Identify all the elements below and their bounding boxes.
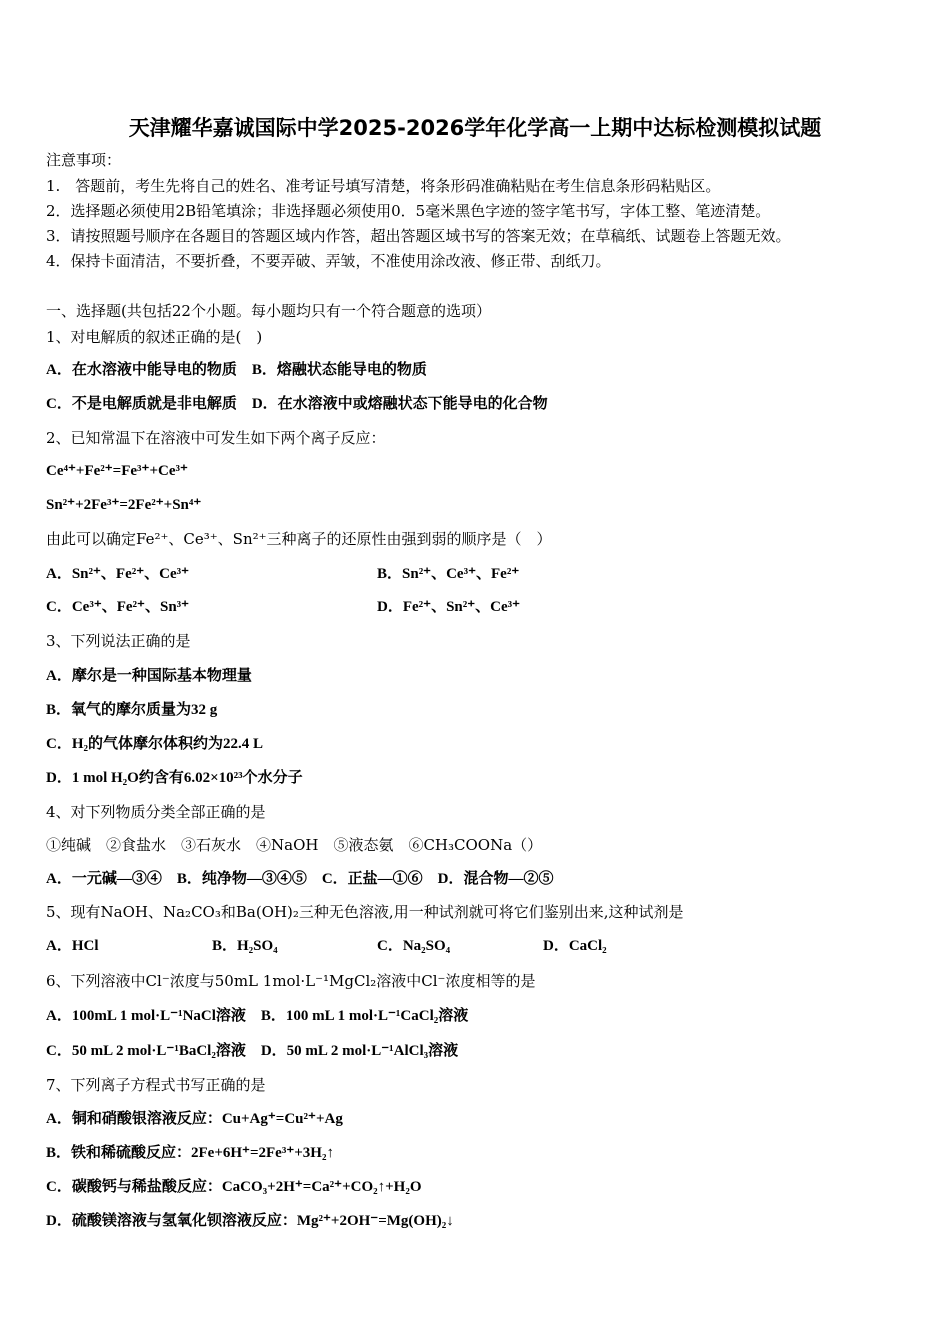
question-7-option-b: B．铁和稀硫酸反应：2Fe+6H⁺=2Fe³⁺+3H₂↑ bbox=[46, 1145, 334, 1161]
question-4-options: A．一元碱—③④ B．纯净物—③④⑤ C．正盐—①⑥ D．混合物—②⑤ bbox=[46, 871, 554, 887]
question-4-stem: 4、对下列物质分类全部正确的是 bbox=[46, 803, 266, 821]
question-5-option-c: C．Na₂SO₄ bbox=[377, 938, 451, 954]
notice-item: 2．选择题必须使用2B铅笔填涂；非选择题必须使用0．5毫米黑色字迹的签字笔书写，字体工整、笔迹清楚。 bbox=[46, 202, 771, 220]
question-2-stem: 2、已知常温下在溶液中可发生如下两个离子反应： bbox=[46, 429, 386, 447]
question-1-stem: 1、对电解质的叙述正确的是( ) bbox=[46, 328, 263, 346]
question-5-option-a: A．HCl bbox=[46, 938, 99, 954]
question-3-option-d: D．1 mol H₂O约含有6.02×10²³个水分子 bbox=[46, 770, 303, 786]
question-3-option-c: C．H₂的气体摩尔体积约为22.4 L bbox=[46, 736, 264, 752]
question-5-option-b: B．H₂SO₄ bbox=[212, 938, 278, 954]
question-2-equation: Sn²⁺+2Fe³⁺=2Fe²⁺+Sn⁴⁺ bbox=[46, 497, 202, 513]
question-7-option-a: A．铜和硝酸银溶液反应：Cu+Ag⁺=Cu²⁺+Ag bbox=[46, 1111, 343, 1127]
document-title: 天津耀华嘉诚国际中学2025-2026学年化学高一上期中达标检测模拟试题 bbox=[128, 116, 822, 140]
question-1-options: A．在水溶液中能导电的物质 B．熔融状态能导电的物质 bbox=[46, 362, 427, 378]
question-3-stem: 3、下列说法正确的是 bbox=[46, 632, 191, 650]
notice-item: 3．请按照题号顺序在各题目的答题区域内作答，超出答题区域书写的答案无效；在草稿纸、试题卷上答题无效。 bbox=[46, 227, 791, 245]
question-2-equation: Ce⁴⁺+Fe²⁺=Fe³⁺+Ce³⁺ bbox=[46, 463, 188, 479]
question-7-stem: 7、下列离子方程式书写正确的是 bbox=[46, 1076, 266, 1094]
question-3-option-a: A．摩尔是一种国际基本物理量 bbox=[46, 668, 252, 684]
question-5-option-d: D．CaCl₂ bbox=[543, 938, 607, 954]
question-2-option-c: C．Ce³⁺、Fe²⁺、Sn³⁺ bbox=[46, 599, 190, 615]
question-5-stem: 5、现有NaOH、Na₂CO₃和Ba(OH)₂三种无色溶液,用一种试剂就可将它们鉴别出来,这种试剂是 bbox=[46, 903, 684, 921]
question-2-option-a: A．Sn²⁺、Fe²⁺、Ce³⁺ bbox=[46, 566, 190, 582]
section-heading: 一、选择题(共包括22个小题。每小题均只有一个符合题意的选项） bbox=[46, 302, 491, 320]
question-7-option-d: D．硫酸镁溶液与氢氧化钡溶液反应：Mg²⁺+2OH⁻=Mg(OH)₂↓ bbox=[46, 1213, 454, 1229]
question-1-options: C．不是电解质就是非电解质 D．在水溶液中或熔融状态下能导电的化合物 bbox=[46, 396, 548, 412]
question-2-ask: 由此可以确定Fe²⁺、Ce³⁺、Sn²⁺三种离子的还原性由强到弱的顺序是（ ） bbox=[46, 530, 552, 548]
question-6-stem: 6、下列溶液中Cl⁻浓度与50mL 1mol·L⁻¹MgCl₂溶液中Cl⁻浓度相等的是 bbox=[46, 972, 536, 990]
question-6-options: A．100mL 1 mol·L⁻¹NaCl溶液 B．100 mL 1 mol·L⁻¹CaCl₂溶液 bbox=[46, 1008, 469, 1024]
notice-item: 4．保持卡面清洁，不要折叠，不要弄破、弄皱，不准使用涂改液、修正带、刮纸刀。 bbox=[46, 252, 611, 270]
question-6-options: C．50 mL 2 mol·L⁻¹BaCl₂溶液 D．50 mL 2 mol·L⁻¹AlCl₃溶液 bbox=[46, 1043, 459, 1059]
question-2-option-d: D．Fe²⁺、Sn²⁺、Ce³⁺ bbox=[377, 599, 521, 615]
notice-heading: 注意事项： bbox=[46, 151, 122, 169]
question-4-items: ①纯碱 ②食盐水 ③石灰水 ④NaOH ⑤液态氨 ⑥CH₃COONa（） bbox=[46, 836, 543, 854]
question-2-option-b: B．Sn²⁺、Ce³⁺、Fe²⁺ bbox=[377, 566, 520, 582]
notice-item: 1. 答题前，考生先将自己的姓名、准考证号填写清楚，将条形码准确粘贴在考生信息条形码粘贴区。 bbox=[46, 177, 721, 195]
question-7-option-c: C．碳酸钙与稀盐酸反应：CaCO₃+2H⁺=Ca²⁺+CO₂↑+H₂O bbox=[46, 1179, 422, 1195]
question-3-option-b: B．氧气的摩尔质量为32 g bbox=[46, 702, 218, 718]
